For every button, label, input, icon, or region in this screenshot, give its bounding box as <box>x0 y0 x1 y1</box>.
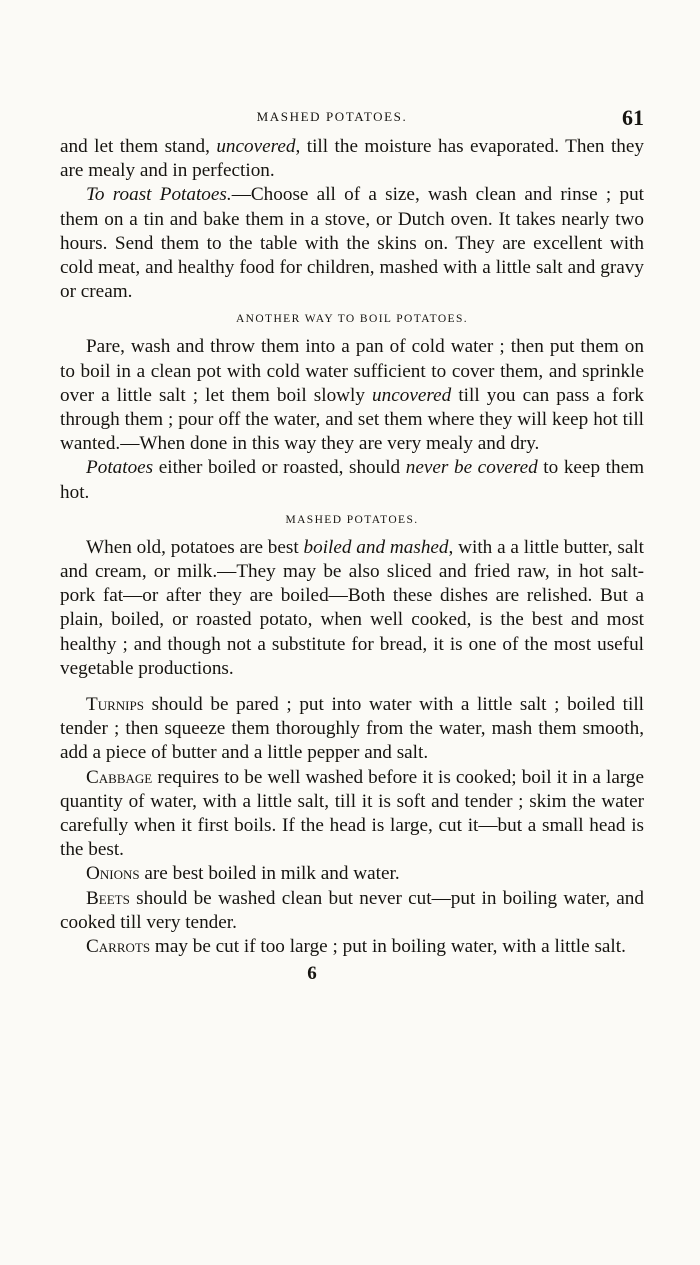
running-title: MASHED POTATOES. <box>256 109 408 124</box>
body-text <box>60 135 644 959</box>
small-caps-term: Carrots <box>86 936 151 958</box>
paragraph-keep-hot: Potatoes either boiled or roasted, should never be covered to keep them hot. <box>60 457 645 503</box>
section-heading-another-way: ANOTHER WAY TO BOIL POTATOES. <box>235 313 469 326</box>
paragraph-roast-potatoes: To roast Potatoes.—Choose all of a size, wash clean and rinse ; put them on a tin and bake them in a stove, or Dutch oven. It takes nearly two hours. Send them to the table with the skins on. They are excellent with cold meat, and healthy food for children, mashed with a little salt and gravy or cream. <box>60 184 644 303</box>
page-number: 61 <box>622 105 644 130</box>
run-in-heading: To roast Potatoes. <box>86 184 232 206</box>
paragraph-beets: Beets should be washed clean but never cut—put in boiling water, and cooked till very tender. <box>60 887 644 933</box>
paragraph-boil-potatoes: Pare, wash and throw them into a pan of cold water ; then put them on to boil in a clean pot with cold water sufficient to cover them, and sprinkle over a little salt ; let them boil slowly uncovered till you can pass a fork through them ; pour off the water, and set them where they will keep hot till wanted.—When done in this way they are very mealy and dry. <box>60 336 644 455</box>
section-heading-mashed: MASHED POTATOES. <box>285 513 419 526</box>
small-caps-term: Beets <box>86 887 130 909</box>
paragraph-gap <box>60 681 644 693</box>
small-caps-term: Onions <box>86 863 140 885</box>
paragraph-onions: Onions are best boiled in milk and water. <box>86 863 400 885</box>
paragraph-carrots: Carrots may be cut if too large ; put in boiling water, with a little salt. <box>86 936 626 958</box>
signature-mark: 6 <box>307 963 317 985</box>
small-caps-term: Turnips <box>86 694 144 716</box>
paragraph-cabbage: Cabbage requires to be well washed before it is cooked; boil it in a large quantity of water, with a little salt, till it is soft and tender ; skim the water carefully when it first boils. If the head is large, cut it—but a small head is the best. <box>60 766 644 861</box>
paragraph-mashed-potatoes: When old, potatoes are best boiled and mashed, with a a little butter, salt and cream, or milk.—They may be also sliced and fried raw, in hot salt-pork fat—or after they are boiled—Both these dishes are relished. But a plain, boiled, or roasted potato, when well cooked, is the best and most healthy ; and though not a substitute for bread, it is one of the most useful vegetable productions. <box>60 536 644 679</box>
small-caps-term: Cabbage <box>86 766 153 788</box>
paragraph-continuation: and let them stand, uncovered, till the moisture has evaporated. Then they are mealy and in perfection. <box>60 136 644 182</box>
paragraph-turnips: Turnips should be pared ; put into water with a little salt ; boiled till tender ; then squeeze them thoroughly from the water, mash them smooth, add a piece of butter and a little pepper and salt. <box>60 694 644 764</box>
running-head <box>60 105 644 135</box>
